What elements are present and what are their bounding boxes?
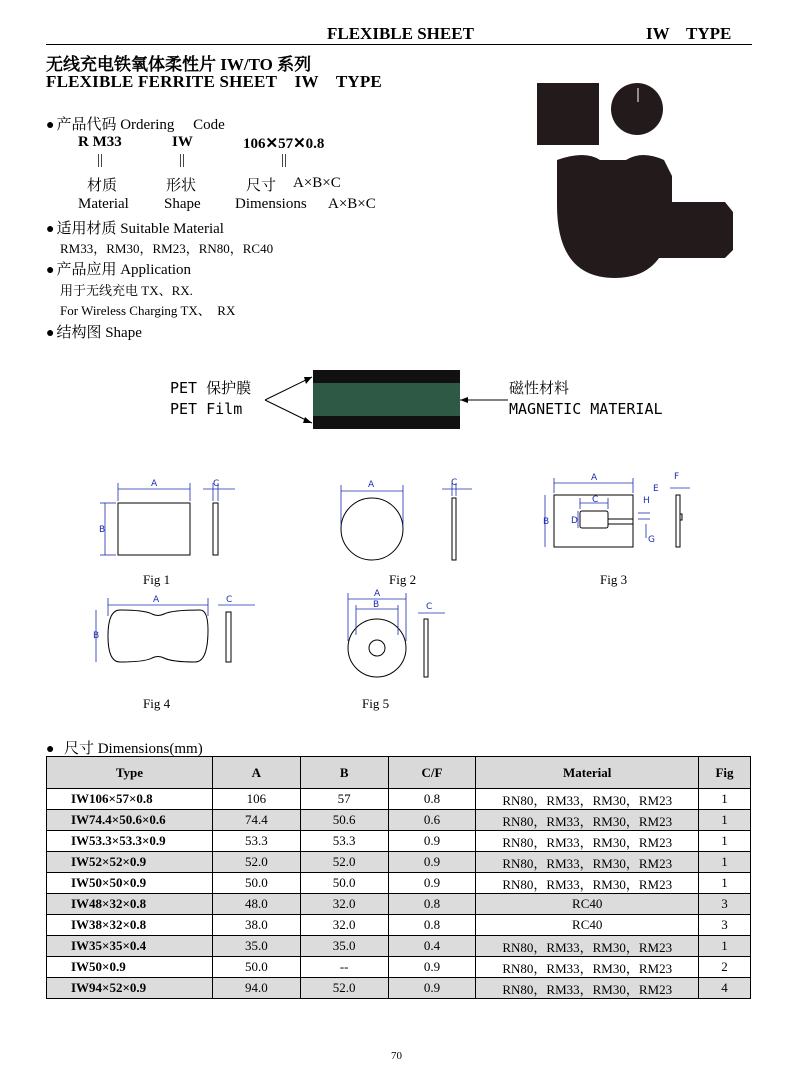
cell-fig: 3 <box>699 915 751 936</box>
dim-a-label: A <box>153 595 160 605</box>
dim-f-label: F <box>674 472 680 482</box>
pet-label-cn: PET 保护膜 <box>170 379 252 397</box>
fig3-label: Fig 3 <box>600 572 628 587</box>
cell-b: 50.6 <box>300 810 388 831</box>
cell-type: IW94×52×0.9 <box>47 978 213 999</box>
bullet-icon: ● <box>46 222 55 237</box>
cell-cf: 0.4 <box>388 936 476 957</box>
column-header-a: A <box>212 757 300 789</box>
fig1-rectangle-drawing <box>95 475 245 565</box>
en-dims: Dimensions <box>235 196 307 212</box>
cell-material: RN80，RM33，RM30，RM23 <box>476 789 699 810</box>
cell-material: RN80，RM33，RM30，RM23 <box>476 978 699 999</box>
cell-fig: 1 <box>699 789 751 810</box>
bullet-icon: ● <box>46 326 55 341</box>
fig4-shaped-sheet-drawing <box>90 590 260 670</box>
cell-b: 52.0 <box>300 852 388 873</box>
cell-material: RN80，RM33，RM30，RM23 <box>476 957 699 978</box>
dim-c-label: C <box>226 595 233 605</box>
cn-shape: 形状 <box>166 178 197 194</box>
separator-3: || <box>281 152 288 168</box>
magnetic-core-layer <box>313 383 460 416</box>
cell-type: IW38×32×0.8 <box>47 915 213 936</box>
cell-b: 50.0 <box>300 873 388 894</box>
dim-a-label: A <box>368 480 375 490</box>
separator-1: || <box>97 152 104 168</box>
cell-a: 94.0 <box>212 978 300 999</box>
layer-structure-diagram <box>260 365 510 435</box>
code-material: R M33 <box>78 134 122 150</box>
cell-material: RC40 <box>476 894 699 915</box>
cell-cf: 0.9 <box>388 957 476 978</box>
magnetic-label-cn: 磁性材料 <box>509 379 570 397</box>
round-sheet-photo <box>611 83 663 135</box>
column-header-b: B <box>300 757 388 789</box>
cell-fig: 1 <box>699 873 751 894</box>
cell-b: 32.0 <box>300 894 388 915</box>
header-type: IW TYPE <box>646 24 732 43</box>
fig5-label: Fig 5 <box>362 696 390 711</box>
bullet-icon: ● <box>46 118 55 133</box>
bullet-icon: ● <box>46 263 55 278</box>
pet-label-en: PET Film <box>170 400 243 418</box>
fig4-label: Fig 4 <box>143 696 171 711</box>
material-heading: ● 适用材质 Suitable Material <box>46 221 224 237</box>
en-material: Material <box>78 196 129 212</box>
bullet-icon: ● <box>46 742 55 757</box>
dim-c-label: C <box>592 495 599 505</box>
en-formula: A×B×C <box>328 196 376 212</box>
cell-a: 106 <box>212 789 300 810</box>
table-row <box>47 915 751 936</box>
cell-cf: 0.9 <box>388 831 476 852</box>
header-title: FLEXIBLE SHEET <box>327 24 474 43</box>
dim-b-label: B <box>543 517 550 527</box>
dim-b-label: B <box>99 525 106 535</box>
square-sheet-photo <box>537 83 599 145</box>
structure-heading: ● 结构图 Shape <box>46 325 142 341</box>
cell-fig: 2 <box>699 957 751 978</box>
column-header-fig: Fig <box>699 757 751 789</box>
octagon-sheet-photo <box>644 202 733 258</box>
cell-fig: 1 <box>699 831 751 852</box>
table-row <box>47 789 751 810</box>
cell-fig: 1 <box>699 936 751 957</box>
cell-cf: 0.8 <box>388 789 476 810</box>
cell-b: 57 <box>300 789 388 810</box>
column-header-cf: C/F <box>388 757 476 789</box>
dim-e-label: E <box>653 484 659 494</box>
cell-type: IW50×50×0.9 <box>47 873 213 894</box>
dim-a-label: A <box>374 589 381 599</box>
table-row <box>47 957 751 978</box>
cell-a: 48.0 <box>212 894 300 915</box>
table-row <box>47 810 751 831</box>
cell-fig: 3 <box>699 894 751 915</box>
dim-c-label: C <box>213 479 220 489</box>
dim-b-label: B <box>373 600 380 610</box>
table-row <box>47 831 751 852</box>
en-shape: Shape <box>164 196 201 212</box>
cell-type: IW74.4×50.6×0.6 <box>47 810 213 831</box>
cell-a: 74.4 <box>212 810 300 831</box>
code-shape: IW <box>172 134 193 150</box>
cell-material: RN80，RM33，RM30，RM23 <box>476 936 699 957</box>
cell-material: RN80，RM33，RM30，RM23 <box>476 810 699 831</box>
cn-dims: 尺寸 <box>246 178 277 194</box>
cell-type: IW52×52×0.9 <box>47 852 213 873</box>
cell-fig: 1 <box>699 810 751 831</box>
cell-type: IW106×57×0.8 <box>47 789 213 810</box>
fig2-disc-drawing <box>335 475 475 570</box>
cell-type: IW53.3×53.3×0.9 <box>47 831 213 852</box>
cell-b: -- <box>300 957 388 978</box>
dim-c-label: C <box>451 478 458 488</box>
cell-cf: 0.8 <box>388 915 476 936</box>
table-row <box>47 873 751 894</box>
page-number: 70 <box>391 1050 402 1062</box>
cell-b: 35.0 <box>300 936 388 957</box>
cell-a: 52.0 <box>212 852 300 873</box>
fig3-coil-sheet-drawing <box>540 470 700 560</box>
cell-type: IW35×35×0.4 <box>47 936 213 957</box>
cell-a: 50.0 <box>212 873 300 894</box>
title-english: FLEXIBLE FERRITE SHEET IW TYPE <box>46 72 382 91</box>
fig2-label: Fig 2 <box>389 572 417 587</box>
cell-a: 35.0 <box>212 936 300 957</box>
cell-b: 53.3 <box>300 831 388 852</box>
application-en: For Wireless Charging TX、 RX <box>60 303 236 318</box>
column-header-type: Type <box>47 757 213 789</box>
magnetic-label-en: MAGNETIC MATERIAL <box>509 400 663 418</box>
cell-material: RN80，RM33，RM30，RM23 <box>476 873 699 894</box>
table-row <box>47 978 751 999</box>
table-header-row <box>47 757 751 789</box>
table-row <box>47 894 751 915</box>
title-chinese: 无线充电铁氧体柔性片 IW/TO 系列 <box>46 55 312 74</box>
cell-fig: 1 <box>699 852 751 873</box>
cell-cf: 0.8 <box>388 894 476 915</box>
cell-cf: 0.9 <box>388 873 476 894</box>
ordering-heading: ● 产品代码 Ordering Code <box>46 117 225 133</box>
column-header-material: Material <box>476 757 699 789</box>
cell-material: RC40 <box>476 915 699 936</box>
cn-material: 材质 <box>87 178 118 194</box>
dimensions-heading: ● 尺寸 Dimensions(mm) <box>46 741 203 757</box>
cell-fig: 4 <box>699 978 751 999</box>
table-row <box>47 852 751 873</box>
header-rule <box>46 44 752 45</box>
dim-g-label: G <box>648 535 655 545</box>
material-list: RM33，RM30，RM23，RN80，RC40 <box>60 241 274 256</box>
dim-a-label: A <box>591 473 598 483</box>
cell-type: IW50×0.9 <box>47 957 213 978</box>
dim-d-label: D <box>571 516 578 526</box>
product-photos <box>530 80 740 280</box>
fig5-ring-drawing <box>335 585 455 685</box>
dim-h-label: H <box>643 496 650 506</box>
cell-a: 38.0 <box>212 915 300 936</box>
application-heading: ● 产品应用 Application <box>46 262 192 278</box>
cell-a: 50.0 <box>212 957 300 978</box>
application-cn: 用于无线充电 TX、RX. <box>60 283 193 298</box>
dim-a-label: A <box>151 479 158 489</box>
code-dims: 106✕57✕0.8 <box>243 136 325 152</box>
dim-b-label: B <box>93 631 100 641</box>
cell-b: 32.0 <box>300 915 388 936</box>
dim-c-label: C <box>426 602 433 612</box>
separator-2: || <box>179 152 186 168</box>
cell-type: IW48×32×0.8 <box>47 894 213 915</box>
table-row <box>47 936 751 957</box>
cell-a: 53.3 <box>212 831 300 852</box>
cell-material: RN80，RM33，RM30，RM23 <box>476 852 699 873</box>
cell-cf: 0.9 <box>388 852 476 873</box>
dimensions-table <box>46 756 751 999</box>
cell-cf: 0.6 <box>388 810 476 831</box>
cell-cf: 0.9 <box>388 978 476 999</box>
cell-b: 52.0 <box>300 978 388 999</box>
cell-material: RN80，RM33，RM30，RM23 <box>476 831 699 852</box>
cn-formula: A×B×C <box>293 175 341 191</box>
fig1-label: Fig 1 <box>143 572 171 587</box>
